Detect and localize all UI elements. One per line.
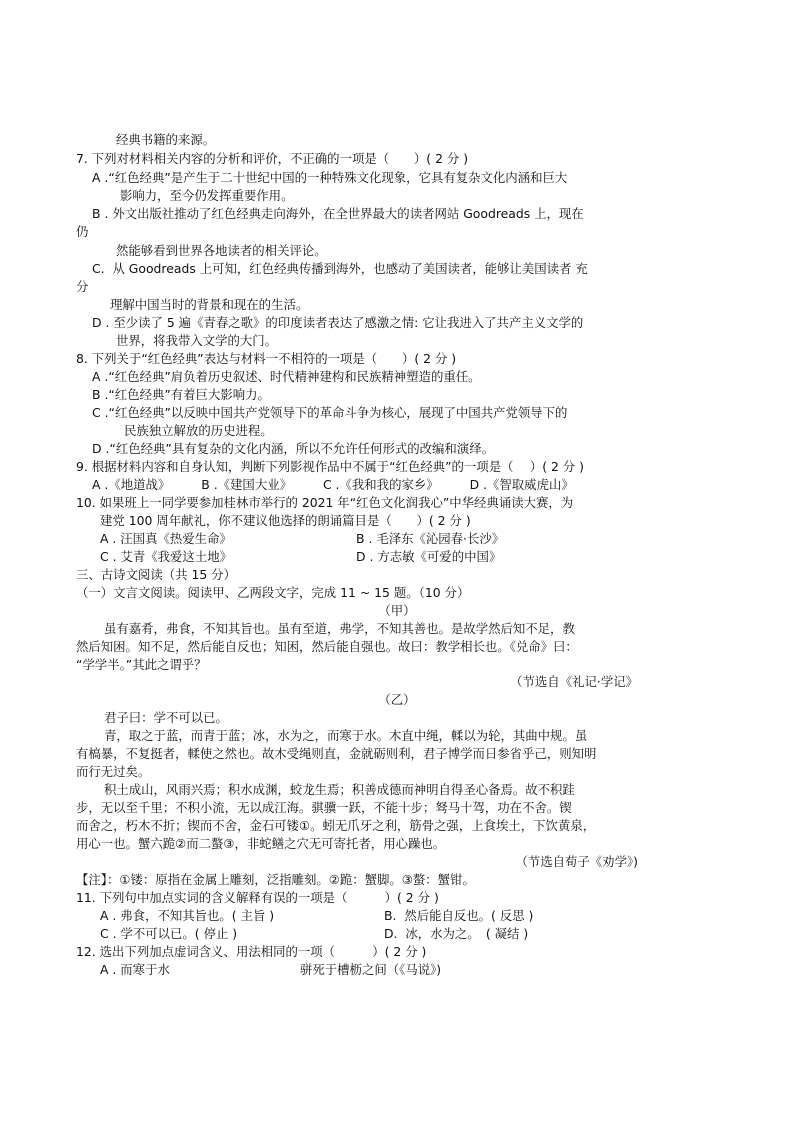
source-citation: （节选自《礼记·学记》 xyxy=(510,674,638,689)
passage-yi-line: 君子曰：学不可以已。 xyxy=(104,710,228,725)
option-12a-left: A . 而寒于水 xyxy=(100,962,170,977)
passage-yi-line: 用心一也。蟹六跪②而二螯③，非蛇鳝之穴无可寄托者，用心躁也。 xyxy=(76,836,446,851)
text-line: 分 xyxy=(76,279,89,294)
passage-jia-line: “学学半。”其此之谓乎？ xyxy=(76,657,207,672)
option-7c: C. 从 Goodreads 上可知，红色经典传播到海外，也感动了美国读者，能够让美国读者 充 xyxy=(92,261,588,276)
option-10b: B . 毛泽东《沁园春·长沙》 xyxy=(356,531,505,546)
option-7d: D . 至少读了 5 遍《青春之歌》的印度读者表达了感激之情: 它让我进入了共产主义文学的 xyxy=(92,315,584,330)
option-7b: B . 外文出版社推动了红色经典走向海外，在全世界最大的读者网站 Goodreads 上，现在 xyxy=(92,206,584,221)
text-line: 仍 xyxy=(76,224,89,239)
passage-jia-line: 虽有嘉肴，弗食，不知其旨也。虽有至道，弗学，不知其善也。是故学然后知不足，教 xyxy=(104,621,575,636)
text-line: 建党 100 周年献礼，你不建议他选择的朗诵篇目是（ ）( 2 分 ) xyxy=(100,513,471,528)
option-8a: A .“红色经典”肩负着历史叙述、时代精神建构和民族精神塑造的重任。 xyxy=(92,369,481,384)
option-10c: C . 艾青《我爱这土地》 xyxy=(100,549,232,564)
option-8c: C .“红色经典”以反映中国共产党领导下的革命斗争为核心，展现了中国共产党领导下的 xyxy=(92,405,568,420)
option-8d: D .“红色经典”具有复杂的文化内涵，所以不允许任何形式的改编和演绎。 xyxy=(92,441,494,456)
passage-yi-line: 而舍之，朽木不折；锲而不舍，金石可镂①。蚓无爪牙之利，筋骨之强，上食埃土，下饮黄泉， xyxy=(76,818,596,833)
passage-jia-line: 然后知困。知不足，然后能自反也；知困，然后能自强也。故曰：教学相长也。《兑命》曰： xyxy=(76,639,578,654)
passage-jia-title: （甲） xyxy=(378,603,416,618)
question-7: 7. 下列对材料相关内容的分析和评价，不正确的一项是（ ）( 2 分 ) xyxy=(76,151,469,166)
option-10a: A . 汪国真《热爱生命》 xyxy=(100,531,232,546)
options-9: A .《地道战》 B .《建国大业》 C .《我和我的家乡》 D .《智取威虎山》 xyxy=(92,477,574,492)
passage-yi-line: 而行无过矣。 xyxy=(76,764,151,779)
question-9: 9. 根据材料内容和自身认知，判断下列影视作品中不属于“红色经典”的一项是（ ）( 2 分 ) xyxy=(76,459,584,474)
text-line: 世界，将我带入文学的大门。 xyxy=(116,333,278,348)
question-8: 8. 下列关于“红色经典”表达与材料一不相符的一项是（ ）( 2 分 ) xyxy=(76,351,457,366)
text-line: 民族独立解放的历史进程。 xyxy=(124,423,273,438)
option-11c: C . 学不可以已。( 停止 ) xyxy=(100,926,238,941)
footnote: 【注】：①镂：原指在金属上雕刻，泛指雕刻。②跪：蟹脚。③螯：蟹钳。 xyxy=(76,872,475,887)
passage-yi-line: 青，取之于蓝，而青于蓝；冰，水为之，而寒于水。木直中绳，輮以为轮，其曲中规。虽 xyxy=(104,728,588,743)
question-10: 10. 如果班上一同学要参加桂林市举行的 2021 年“红色文化润我心”中华经典诵读大赛，为 xyxy=(76,495,574,510)
option-11b: B. 然后能自反也。( 反思 ) xyxy=(384,908,534,923)
question-11: 11. 下列句中加点实词的含义解释有误的一项是（ ）( 2 分 ) xyxy=(76,890,439,905)
option-11d: D. 冰，水为之。 ( 凝结 ) xyxy=(384,926,529,941)
passage-yi-title: （乙） xyxy=(378,692,416,707)
option-12a-right: 骈死于槽枥之间（《马说》) xyxy=(300,962,442,977)
text-line: 经典书籍的来源。 xyxy=(116,132,216,147)
text-line: 影响力，至今仍发挥重要作用。 xyxy=(120,188,294,203)
option-10d: D . 方志敏《可爱的中国》 xyxy=(356,549,502,564)
passage-yi-line: 步，无以至千里；不积小流，无以成江海。骐骥一跃，不能十步；驽马十驾，功在不舍。锲 xyxy=(76,800,572,815)
question-12: 12. 选出下列加点虚词含义、用法相同的一项（ ）( 2 分 ) xyxy=(76,944,427,959)
text-line: 然能够看到世界各地读者的相关评论。 xyxy=(116,243,327,258)
option-11a: A . 弗食，不知其旨也。( 主旨 ) xyxy=(100,908,275,923)
passage-yi-line: 积土成山，风雨兴焉；积水成渊，蛟龙生焉；积善成德而神明自得圣心备焉。故不积跬 xyxy=(104,782,575,797)
passage-yi-line: 有槁暴，不复挺者，輮使之然也。故木受绳则直，金就砺则利，君子博学而日参省乎己，则知明 xyxy=(76,746,597,761)
source-citation: （节选自荀子《劝学》) xyxy=(515,854,638,869)
section-heading: 三、古诗文阅读（共 15 分） xyxy=(76,567,236,582)
subsection-heading: （一）文言文阅读。阅读甲、乙两段文字，完成 11 ~ 15 题。（10 分） xyxy=(76,585,470,600)
option-8b: B .“红色经典”有着巨大影响力。 xyxy=(92,387,270,402)
option-7a: A .“红色经典”是产生于二十世纪中国的一种特殊文化现象，它具有复杂文化内涵和巨大 xyxy=(92,170,568,185)
text-line: 理解中国当时的背景和现在的生活。 xyxy=(110,297,309,312)
